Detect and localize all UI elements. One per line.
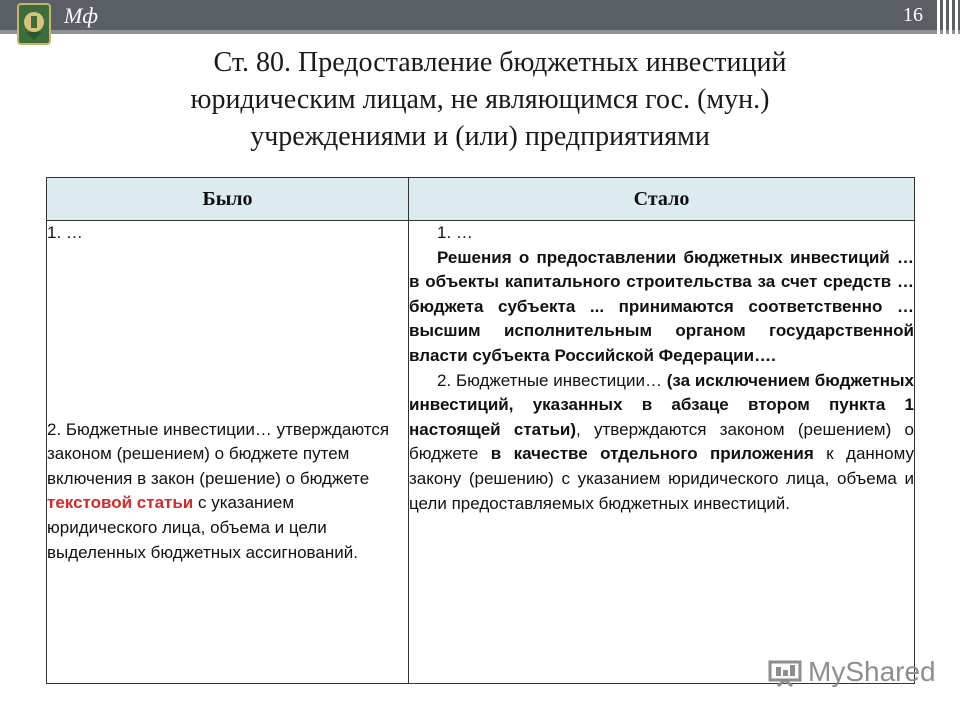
table-header-row xyxy=(47,178,915,221)
ministry-emblem-icon xyxy=(12,2,56,46)
cell-became xyxy=(409,221,915,684)
became-paragraph-2: 2. Бюджетные инвестиции… (за исключением бюджетных инвестиций, указанных в абзаце втором пункта 1 настоящей статьи), утверждаются законом (решением) о бюджете в качестве отдельного приложения к данному закону (решению) с указанием юридического лица, объема и цели предоставляемых бюджетных инвестиций. xyxy=(409,370,915,513)
watermark-text: MyShared xyxy=(808,656,936,687)
top-bar xyxy=(0,0,960,34)
was-paragraph-1: 1. … xyxy=(47,223,83,242)
decorative-stripes xyxy=(934,0,960,34)
presentation-icon xyxy=(768,659,802,687)
became-paragraph-1: Решения о предоставлении бюджетных инвестиций … в объекты капитального строительства за счет средств … бюджета субъекта ... принимаются соответственно …высшим исполнительным органом государственной власти субъекта Российской Федерации…. xyxy=(409,247,914,365)
cell-was xyxy=(47,221,409,684)
brand-label: Мф xyxy=(64,3,98,28)
column-header-was: Было xyxy=(47,178,409,221)
became-paragraph-1-number: 1. … xyxy=(437,223,473,242)
title-line-2: юридическим лицам, не являющимся гос. (мун.) xyxy=(190,84,770,115)
title-line-1: Ст. 80. Предоставление бюджетных инвестиций xyxy=(213,47,787,78)
page-number: 16 xyxy=(903,4,923,26)
was-paragraph-2: 2. Бюджетные инвестиции… утверждаются законом (решением) о бюджете путем включения в закон (решение) о бюджете текстовой статьи с указанием юридического лица, объема и цели выделенных бюджетных ассигнований. xyxy=(47,419,390,562)
page-title xyxy=(90,44,870,155)
highlighted-text: текстовой статьи xyxy=(47,493,194,513)
title-line-3: учреждениями и (или) предприятиями xyxy=(250,121,710,152)
column-header-became: Стало xyxy=(409,178,915,221)
top-bar-shade xyxy=(0,30,960,34)
comparison-table xyxy=(46,177,915,684)
table-row xyxy=(47,221,915,684)
